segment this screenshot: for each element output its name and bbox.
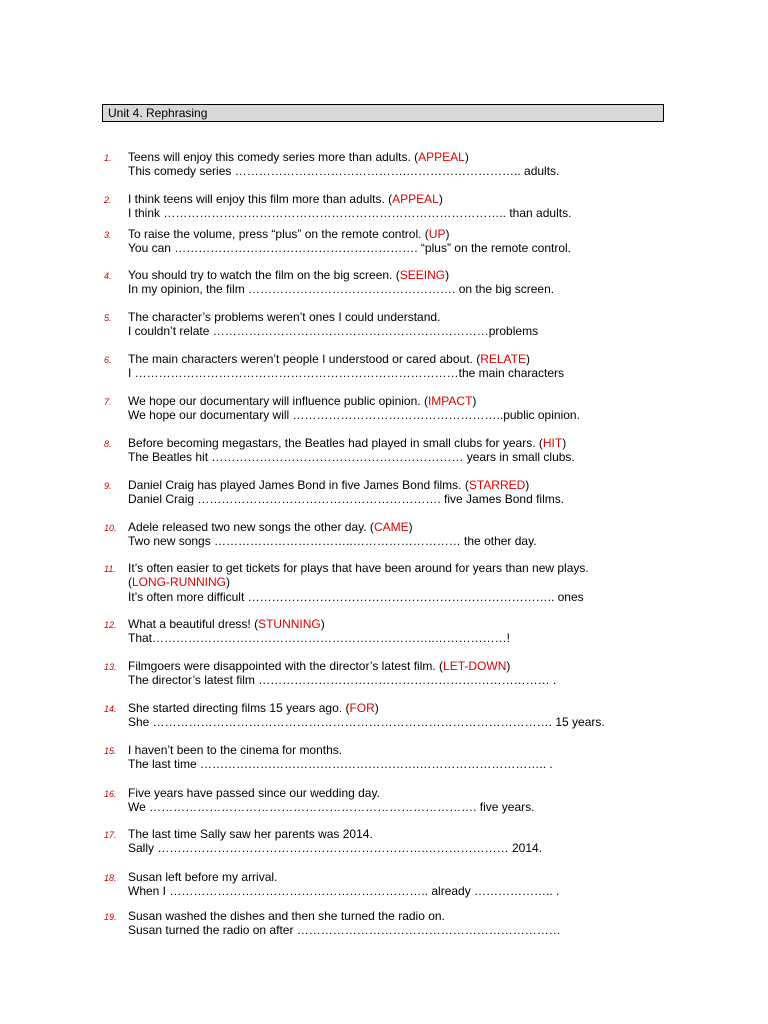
answer-line — [128, 631, 510, 645]
keyword: APPEAL — [418, 150, 465, 164]
item-number: 10. — [104, 523, 117, 533]
question-text: Five years have passed since our wedding day. — [128, 786, 380, 800]
answer-line — [128, 590, 584, 604]
keyword-close: ) — [525, 478, 530, 492]
keyword: APPEAL — [392, 192, 439, 206]
question-line — [128, 909, 445, 923]
item-number: 4. — [104, 271, 112, 281]
keyword: RELATE — [480, 352, 526, 366]
unit-title: Unit 4. Rephrasing — [102, 104, 664, 122]
keyword-close: ) — [445, 227, 450, 241]
keyword: IMPACT — [427, 394, 473, 408]
keyword-open: ( — [128, 575, 132, 589]
answer-text: The last time ……………………………………………….………………………….. . — [128, 757, 553, 771]
item-number: 16. — [104, 789, 117, 799]
answer-text: You can ……………………………………………………. “plus” on the remote control. — [128, 241, 572, 255]
keyword: STARRED — [468, 478, 526, 492]
keyword-close: ) — [374, 701, 379, 715]
answer-line — [128, 673, 556, 687]
question-line — [128, 352, 530, 366]
item-number: 3. — [104, 230, 112, 240]
answer-line — [128, 241, 571, 255]
question-text: Susan left before my arrival. — [128, 870, 278, 884]
answer-line — [128, 206, 571, 220]
keyword-close: ) — [472, 394, 477, 408]
item-number: 2. — [104, 195, 112, 205]
item-number: 14. — [104, 704, 117, 714]
item-number: 12. — [104, 620, 117, 630]
answer-text: It’s often more difficult ………………………………………………………………….. ones — [128, 590, 584, 604]
keyword-close: ) — [226, 575, 231, 589]
keyword-close: ) — [445, 268, 450, 282]
question-line — [128, 478, 529, 492]
question-line — [128, 617, 325, 631]
question-text: We hope our documentary will influence public opinion. ( — [128, 394, 428, 408]
answer-text: I ………………………………………………………………………the main characters — [128, 366, 565, 380]
question-line — [128, 268, 449, 282]
answer-text: When I ……………………………………………………….. already ……………….. . — [128, 884, 560, 898]
item-number: 7. — [104, 397, 112, 407]
question-text: Filmgoers were disappointed with the director’s latest film. ( — [128, 659, 444, 673]
keyword-close: ) — [506, 659, 511, 673]
question-text: The last time Sally saw her parents was 2014. — [128, 827, 373, 841]
question-line — [128, 786, 380, 800]
keyword-line — [128, 575, 230, 589]
question-text: She started directing films 15 years ago. ( — [128, 701, 350, 715]
item-number: 8. — [104, 439, 112, 449]
question-text: I haven’t been to the cinema for months. — [128, 743, 343, 757]
answer-text: I couldn’t relate ……………………………………………………………problems — [128, 324, 539, 338]
question-line — [128, 659, 510, 673]
item-number: 15. — [104, 746, 117, 756]
answer-line — [128, 757, 553, 771]
answer-text: That……………………………………………………………..………………! — [128, 631, 511, 645]
answer-text: In my opinion, the film ……………………………………………. on the big screen. — [128, 282, 555, 296]
question-text: Daniel Craig has played James Bond in five James Bond films. ( — [128, 478, 469, 492]
question-text: To raise the volume, press “plus” on the remote control. ( — [128, 227, 429, 241]
answer-line — [128, 923, 561, 937]
question-line — [128, 227, 449, 241]
answer-line — [128, 715, 605, 729]
item-number: 9. — [104, 481, 112, 491]
answer-line — [128, 800, 534, 814]
answer-line — [128, 282, 554, 296]
keyword-close: ) — [562, 436, 567, 450]
answer-text: I think ………………………………………………………………………….. than adults. — [128, 206, 572, 220]
question-text: What a beautiful dress! ( — [128, 617, 259, 631]
keyword-close: ) — [526, 352, 530, 366]
answer-line — [128, 408, 580, 422]
answer-text: We ………………………………………………………………………. five years. — [128, 800, 535, 814]
answer-text: Susan turned the radio on after ………………………………………………………… — [128, 923, 561, 937]
item-number: 5. — [104, 313, 112, 323]
question-line — [128, 150, 469, 164]
question-line — [128, 561, 589, 575]
keyword: UP — [428, 227, 446, 241]
keyword: CAME — [373, 520, 409, 534]
keyword: HIT — [542, 436, 563, 450]
answer-line — [128, 164, 559, 178]
question-text: Teens will enjoy this comedy series more than adults. ( — [128, 150, 419, 164]
answer-text: The Beatles hit ……………………………………………………… years in small clubs. — [128, 450, 575, 464]
answer-line — [128, 492, 564, 506]
question-text: Susan washed the dishes and then she turned the radio on. — [128, 909, 445, 923]
question-line — [128, 827, 373, 841]
question-line — [128, 192, 443, 206]
question-line — [128, 870, 277, 884]
answer-text: We hope our documentary will ……………………………………………..public opinion. — [128, 408, 580, 422]
question-line — [128, 520, 413, 534]
answer-line — [128, 324, 538, 338]
item-number: 1. — [104, 153, 112, 163]
item-number: 13. — [104, 662, 117, 672]
answer-text: Daniel Craig ……………………………………………………. five James Bond films. — [128, 492, 565, 506]
answer-line — [128, 450, 575, 464]
keyword: SEEING — [399, 268, 446, 282]
keyword-close: ) — [320, 617, 325, 631]
question-line — [128, 436, 566, 450]
answer-line — [128, 884, 559, 898]
question-text: I think teens will enjoy this film more than adults. ( — [128, 192, 393, 206]
question-line — [128, 701, 379, 715]
question-text: It’s often easier to get tickets for plays that have been around for years than new plays. — [128, 561, 589, 575]
question-line — [128, 394, 476, 408]
answer-text: The director’s latest film ……………………………………………….……………… . — [128, 673, 557, 687]
answer-text: This comedy series …………………………………….……………………….. adults. — [128, 164, 560, 178]
item-number: 19. — [104, 912, 117, 922]
question-text: The main characters weren’t people I understood or cared about. ( — [128, 352, 481, 366]
question-text: The character’s problems weren’t ones I could understand. — [128, 310, 441, 324]
question-line — [128, 743, 342, 757]
question-text: You should try to watch the film on the big screen. ( — [128, 268, 400, 282]
item-number: 17. — [104, 830, 117, 840]
item-number: 6. — [104, 355, 112, 365]
item-number: 18. — [104, 873, 117, 883]
keyword: LONG-RUNNING — [132, 575, 227, 589]
keyword: LET-DOWN — [443, 659, 507, 673]
answer-line — [128, 366, 564, 380]
question-line — [128, 310, 440, 324]
keyword-close: ) — [464, 150, 469, 164]
item-number: 11. — [104, 564, 116, 574]
answer-text: She ………………………………………………………………………………………. 15 years. — [128, 715, 605, 729]
answer-text: Two new songs ……………………………..……………………… the other day. — [128, 534, 537, 548]
keyword: STUNNING — [258, 617, 321, 631]
question-text: Before becoming megastars, the Beatles had played in small clubs for years. ( — [128, 436, 543, 450]
answer-line — [128, 534, 537, 548]
answer-line — [128, 841, 542, 855]
keyword-close: ) — [438, 192, 443, 206]
answer-text: Sally ………………………………………………………….………………… 2014. — [128, 841, 543, 855]
question-text: Adele released two new songs the other day. ( — [128, 520, 374, 534]
keyword: FOR — [349, 701, 375, 715]
keyword-close: ) — [408, 520, 413, 534]
